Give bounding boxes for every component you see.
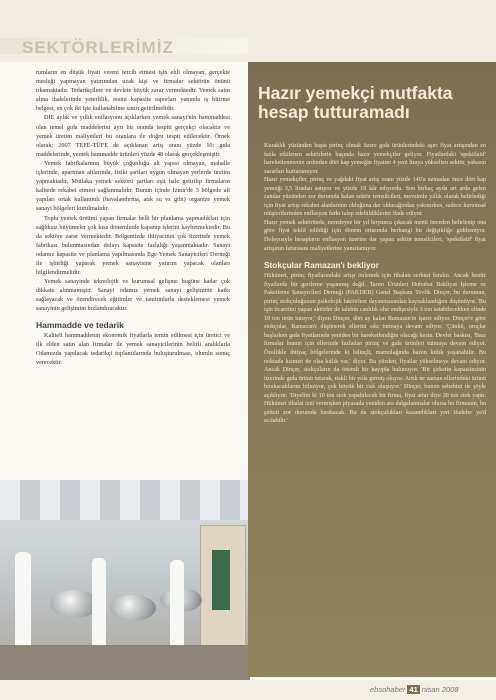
footer-info xyxy=(370,685,459,694)
cooking-pot xyxy=(110,595,156,621)
section-title: SEKTÖRLERİMİZ xyxy=(22,38,174,57)
left-column xyxy=(36,68,230,367)
cook-figure xyxy=(15,552,31,647)
panel-subhead: Stokçular Ramazan'ı bekliyor xyxy=(264,260,379,271)
panel-paragraph: Kuraklık yüzünden başta pirinç olmak üzere gıda ürünlerindeki aşırı fiyat artışından en fazla etkilenen sektörlerin başında hazır yemekçiler geliyor. Fiyatlardaki 'spekülatif' hareketlenmenin ardından dört kap yemeğin fiyatını 4 yeni liraya yükselten sektör, yakasın zararları kurtaramıyor. xyxy=(264,143,486,175)
panel-sub-paragraph: Hükümet, pirinç fiyatlarındaki artışı önlemek için ithalatı serbest bıraktı. Ancak henüz fiyatlarda bir gerileme yaşanmış değil. Tarım Ürünleri Hububat Bakliyat İşleme ve Paketleme Sanayicileri Derneği (PAKDER) Genel Başkanı Tevfik Dinçer, bu durumun, pirinç stokçuluğunun psikolojik faktörlere dayanmasından kaynaklandığını düşünüyor. 'Bu işin ticaretini yapan aktörler de talebin canlılık olur endişesiyle 3 ton satabilecekken elinde 10 ton ürün tutuyor,' diyen Dinçer, dört ay kalan Ramazan'ın işaret ediyor. Dinçer'e göre stokçular, Ramazan'ı düşünerek ellerini sıkı tutmaya devam ediyor. 'Çünkü, oruçlar başlarken gıda fiyatlarında yeniden bir hareketlendiğin olacağı kesin. Devlet baskısı, 'Bazı firmalar bunun için ellerinde fazladan pirinç ve gıda ürünleri tutmaya devam ediyor. Özellikle ihtiyaç bölgelerinde ki bilinçli, mamulağında bazen kıtlık yaşanabilir. Bu noktada kısmen de olsa kıtlık var,' diyor. Bu yüzden, fiyatlar yükselmeye devam ediyor. Ancak Dinçer, stokçuların da önemli bir kayıpla bulunuyor. 'Bir şirketin kapasitesinin üzerinde gıda ürünü tutarak, riskli bir yola girmiş oluyor. Artık ne zaman ellerindeki ürünü bırakacaklarını bilmiyor, çok büyük bir risk oluşuyor.' Dinçer, bunun sebebini de şöyle açıklıyor: 'Diyelim ki 10 ton stok yapabilecek bir firma, fiyat artar diye 20 ton stok yaptı. Hükümet ithalat izni vermişken piyasada yeniden ara dalgalanmalar olursa bu firmanın, bu şirketi zor durumda bırakacak. Bu da stokçulukları kazandıkları yeri ifadeler ya'd acılabilir.' xyxy=(264,273,486,425)
left-paragraph: DİE aylık ve yıllık enflasyonu açıklarken yemek sanayi'nin hammaddesi olan temel gıda maddelerini ayrı bir oranda tespiti gerçekçi olacaktır ve yemek üretim maliyetleri bu oranlara ile doğru tespit edilecektir. Örnek olarak; 2007 TEFE-TÜFE de açıklanan artış oranı yüzde 10; gıda maddelerinde, yemek hammadde ürünleri yüzde 48 olarak gerçekleşmiştir. xyxy=(36,114,230,158)
magazine-name: ebsohaber xyxy=(370,685,406,694)
wall-sign xyxy=(212,550,230,610)
left-paragraph: rumların en düşük fiyatı vereni tercih etmesi işin ehli olmayan, gerçekte mesleği yapmayan yatırımdan uzak kişi ve firmalar sektörün önünü tıkamaktadır. Tedarikçilere ve devlete büyük zarar vermektedir. Yemek satın alma ihalelerinde yeterlilik, resmi kapasite raporları yanında iş bitirme belgesi, en çok iki işte kullanabilme sınırı getirilmelidir. xyxy=(36,69,230,113)
panel-text xyxy=(264,142,486,426)
left-subhead: Hammadde ve tedarik xyxy=(36,319,124,330)
kitchen-floor xyxy=(0,645,250,682)
left-sub-paragraph: Kaliteli hammaddenin ekonomik fiyatlarla temin edilmesi için üretici ve ilk elden satın alan firmalar ile yemek sanayicilerinin belirli aralıklarla Odamızda yapılacak tedarikçi toplantılarında buluşturulması, olumlu sonuç verecektir. xyxy=(36,331,230,366)
ceiling-lights xyxy=(0,480,250,520)
left-paragraph: Yemek sanayinde teknolojik ve kurumsal gelişme bugüne kadar çok dikkate alınmamıştır. Sanayi odamız yemek sanayi gelişimine katkı sağlayacak ve özendirecek eğitimler ve tanıtımlarla desteklemesi yemek sanayinin gelişimini hızlandıracaktır. xyxy=(36,278,230,313)
cook-figure xyxy=(170,560,184,646)
cook-figure xyxy=(92,558,106,646)
panel-paragraph: Hazır yemekçiler, pirinç ve yağdaki fiyat artış oranı yüzde 140'a uzmadan önce dört kap yemeği 3,5 liradan satıyor ve yüzde 10 kâr ediyordu. Son birkaç ayda art arda gelen zamlar yüzünden zor durumda kalan sektör temsilcileri, mevsimle yıllık olarak belirlediği için fiyat artışı rekabet alanlarının olduğuna dar oldurağından yakınırken, sadece kurumsal müşterilerinden enflasyon farkı talep edebildiklerini ifade ediyor. xyxy=(264,177,486,218)
left-paragraph: Toplu yemek üretimi yapan firmalar belli bir planlama yapmadıkları için sağlıksız büyümeler çok kısa dönemlerde kapanıp işlerini kaybetmektedir. Bu da sektöre zarar vermektedir. Bölgemizde ihtiyacının çok üzerinde yemek fabrikası bulunmasından dolayı kapasite fazlalığı yaşanmaktadır. Sanayi odamız kapasite ve planlama yapılmasında Ege Yemek Sanayicileri Derneği ile işbirliği yaparak yemek sanayisine yatırım yapacak olanları bilgilendirmelidir. xyxy=(36,214,230,277)
panel-title: Hazır yemekçi mutfakta hesap tutturamadı xyxy=(258,83,453,122)
left-paragraph: Yemek fabrikalarının büyük çoğunluğu alt yapısı olmayan, mahalle içlerinde, apartman altlarında, fiziki şartları uygun olmayan yerlerde üretim yapmaktadır. Mutlaka yemek sektörü şartları eşit hale getirilip firmaların kalitede rekabet etmesi sağlanmalıdır. Bunun içinde İzmir'de 3 bölgede alt yapıları ortak kullanımlı (havalandırma, atık su vs gibi) organize yemek sanayi bölgeleri kurulmalıdır. xyxy=(36,159,230,213)
kitchen-photo xyxy=(0,480,250,682)
page-number: 41 xyxy=(409,685,418,694)
panel-paragraph: Hazır yemek sektöründe, neredeyse bir yıl boyunca çıkacak menü önceden belirlenip ona göre fiyat teklif edildiği için dönem ortasında herhangi bir değişikliğe gidilemiyor. Dolayısıyla hesapların enflasyon üzerine dar yapan sektör temsilcileri, 'spekülatif' fiyat artışının faturasını maliyetlerine yansıtamıyor. xyxy=(264,219,486,252)
issue-date: nisan 2008 xyxy=(421,685,459,694)
